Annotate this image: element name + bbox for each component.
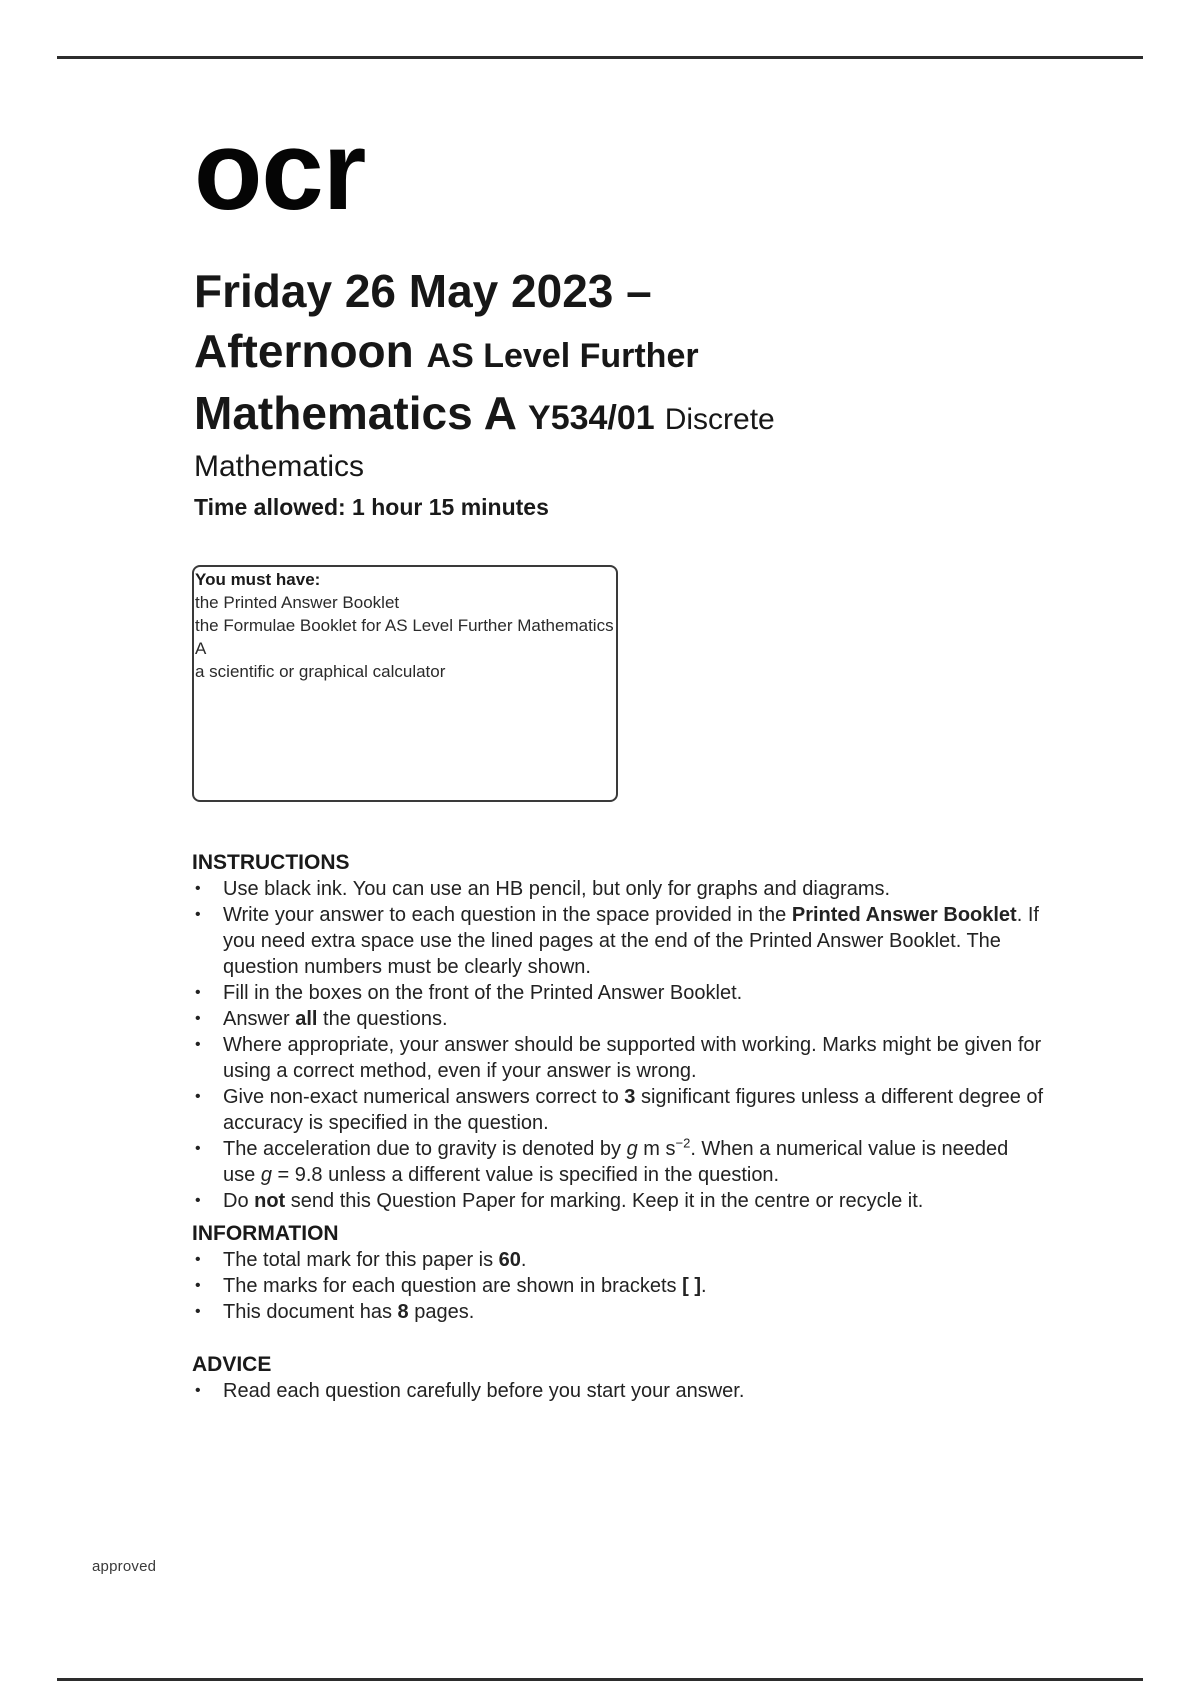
must-have-item: the Formulae Booklet for AS Level Further Mathematics A <box>195 616 614 658</box>
text-segment: Mathematics <box>194 450 365 483</box>
instructions-list <box>192 876 1044 1214</box>
bullet-text <box>223 902 1044 980</box>
text-segment: Discrete <box>664 403 775 436</box>
bullet-text <box>223 1188 1044 1214</box>
bullet-dot: • <box>195 1277 201 1294</box>
text-segment: AS Level Further <box>426 337 699 375</box>
bullet-text <box>223 1136 1044 1188</box>
text-segment: Printed Answer Booklet <box>791 904 1017 926</box>
instructions-heading: INSTRUCTIONS <box>192 851 350 874</box>
bullet-dot: • <box>195 880 201 897</box>
you-must-have-box <box>192 565 618 802</box>
text-segment: The marks for each question are shown in brackets <box>223 1275 683 1297</box>
text-segment: Write your answer to each question in the space provided in the <box>223 904 792 926</box>
bullet-dot: • <box>195 1010 201 1027</box>
text-segment: Where appropriate, your answer should be supported with working. Marks might be given for using a correct method, even if your answer is wrong. <box>223 1034 1042 1082</box>
you-must-have-heading: You must have: <box>195 570 321 589</box>
text-segment: . <box>520 1249 527 1271</box>
bullet-dot: • <box>195 1303 201 1320</box>
text-segment: Use black ink. You can use an HB pencil, but only for graphs and diagrams. <box>223 878 891 900</box>
bullet-item <box>192 1136 1044 1188</box>
bottom-horizontal-rule <box>57 1678 1143 1681</box>
text-segment: 60 <box>498 1249 521 1271</box>
text-segment: 8 <box>397 1301 409 1323</box>
bullet-dot: • <box>195 1140 201 1157</box>
bullet-item <box>192 1273 1044 1299</box>
text-segment: m s <box>637 1138 676 1160</box>
text-segment: [ ] <box>682 1275 702 1297</box>
bullet-item <box>192 1299 1044 1325</box>
title-line-session-level <box>194 326 699 377</box>
text-segment: Fill in the boxes on the front of the Printed Answer Booklet. <box>223 982 743 1004</box>
bullet-dot: • <box>195 1088 201 1105</box>
approved-watermark: approved <box>92 1558 157 1575</box>
bullet-item <box>192 1084 1044 1136</box>
bullet-item <box>192 1247 1044 1273</box>
text-segment: pages. <box>408 1301 475 1323</box>
text-segment: Friday 26 May 2023 – <box>194 265 652 317</box>
time-allowed: Time allowed: 1 hour 15 minutes <box>194 494 549 520</box>
text-segment: This document has <box>223 1301 398 1323</box>
text-segment: . If you need extra space use the lined pages at the end of the Printed Answer Booklet. The question numbers must be clearly shown. <box>223 904 1039 978</box>
bullet-text <box>223 980 1044 1006</box>
bullet-dot: • <box>195 906 201 923</box>
text-segment: g <box>260 1164 272 1186</box>
bullet-item <box>192 876 1044 902</box>
bullet-text <box>223 1006 1044 1032</box>
text-segment: not <box>254 1190 286 1212</box>
bullet-dot: • <box>195 1382 201 1399</box>
bullet-dot: • <box>195 984 201 1001</box>
bullet-item <box>192 1378 1044 1404</box>
top-horizontal-rule <box>57 56 1143 59</box>
bullet-text <box>223 1299 1044 1325</box>
bullet-item <box>192 1006 1044 1032</box>
text-segment: g <box>626 1138 638 1160</box>
title-line-subject-code <box>194 388 775 439</box>
front-page-text-column <box>192 850 1044 1404</box>
advice-list <box>192 1378 1044 1404</box>
text-segment: Do <box>223 1190 255 1212</box>
text-segment: = 9.8 unless a different value is specified in the question. <box>271 1164 780 1186</box>
ocr-logo: ocr <box>194 108 366 233</box>
text-segment: Answer <box>223 1008 296 1030</box>
text-segment: . <box>701 1275 707 1297</box>
text-segment: The acceleration due to gravity is denoted by <box>223 1138 627 1160</box>
must-have-item: a scientific or graphical calculator <box>195 662 446 681</box>
bullet-text <box>223 1032 1044 1084</box>
bullet-text <box>223 1378 1044 1404</box>
text-segment: the questions. <box>317 1008 448 1030</box>
bullet-dot: • <box>195 1036 201 1053</box>
text-segment: Afternoon <box>194 325 427 377</box>
text-segment: Y534/01 <box>528 399 655 437</box>
bullet-item <box>192 1032 1044 1084</box>
information-heading: INFORMATION <box>192 1222 339 1245</box>
bullet-text <box>223 876 1044 902</box>
text-segment: Mathematics A <box>194 387 529 439</box>
bullet-item <box>192 902 1044 980</box>
advice-heading: ADVICE <box>192 1353 272 1376</box>
bullet-dot: • <box>195 1251 201 1268</box>
text-segment: Read each question carefully before you start your answer. <box>223 1380 745 1402</box>
bullet-text <box>223 1247 1044 1273</box>
title-line-date <box>194 266 652 317</box>
bullet-text <box>223 1273 1044 1299</box>
bullet-item <box>192 980 1044 1006</box>
text-segment: all <box>295 1008 318 1030</box>
bullet-text <box>223 1084 1044 1136</box>
text-segment: 3 <box>624 1086 636 1108</box>
title-line-subject <box>194 450 364 483</box>
you-must-have-items <box>195 591 616 683</box>
information-list <box>192 1247 1044 1325</box>
text-segment: . When a numerical value is needed use <box>223 1138 1009 1186</box>
bullet-dot: • <box>195 1192 201 1209</box>
bullet-item <box>192 1188 1044 1214</box>
text-segment: The total mark for this paper is <box>223 1249 499 1271</box>
must-have-item: the Printed Answer Booklet <box>195 593 400 612</box>
text-segment: significant figures unless a different degree of accuracy is specified in the question. <box>223 1086 1044 1134</box>
text-segment: −2 <box>675 1135 691 1151</box>
text-segment: Give non-exact numerical answers correct to <box>223 1086 625 1108</box>
text-segment: send this Question Paper for marking. Keep it in the centre or recycle it. <box>285 1190 924 1212</box>
